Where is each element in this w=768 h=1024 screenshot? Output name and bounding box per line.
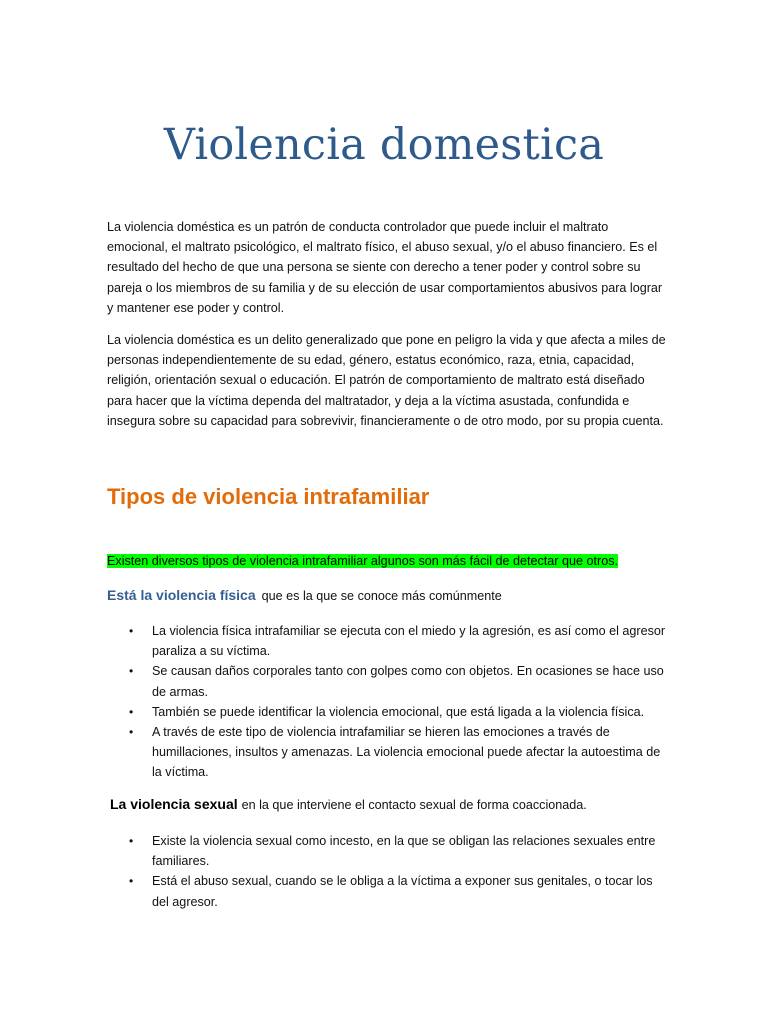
second-paragraph: La violencia doméstica es un delito generalizado que pone en peligro la vida y que afecta a miles de personas independientemente de su edad, género, estatus económico, raza, etnia, capacidad, religión, orientación sexual o educación. El patrón de comportamiento de maltrato está diseñado para hacer que la víctima dependa del maltratador, y deja a la víctima asustada, confundida e insegura sobre su capacidad para sobrevivir, financieramente o de otro modo, por su propia cuenta. — [107, 333, 666, 428]
list-item-text: También se puede identificar la violencia emocional, que está ligada a la violencia física. — [152, 704, 645, 719]
subsection-sexual-lead: La violencia sexual — [110, 796, 238, 812]
highlight-text: Existen diversos tipos de violencia intrafamiliar algunos son más fácil de detectar que otros. — [107, 554, 619, 568]
document-title: Violencia domestica — [163, 120, 605, 170]
list-item-text: Está el abuso sexual, cuando se le obliga a la víctima a exponer sus genitales, o tocar los del agresor. — [152, 874, 653, 909]
list-item — [125, 722, 670, 783]
subsection-fisica — [107, 587, 502, 603]
list-item-text: Existe la violencia sexual como incesto, en la que se obligan las relaciones sexuales entre familiares. — [152, 834, 656, 869]
list-item — [125, 621, 670, 661]
list-item — [125, 702, 670, 722]
list-item-text: A través de este tipo de violencia intrafamiliar se hieren las emociones a través de humillaciones, insultos y amenazas. La violencia emocional puede afectar la autoestima de la víctima. — [152, 725, 661, 780]
section-heading: Tipos de violencia intrafamiliar — [107, 484, 430, 509]
subsection-sexual-text: en la que interviene el contacto sexual de forma coaccionada. — [241, 798, 587, 812]
subsection-sexual — [110, 796, 587, 812]
intro-paragraph: La violencia doméstica es un patrón de conducta controlador que puede incluir el maltrato emocional, el maltrato psicológico, el maltrato físico, el abuso sexual, y/o el abuso financiero. Es el resultado del hecho de que una persona se siente con derecho a tener poder y control sobre su pareja o los miembros de su familia y de su elección de usar comportamientos abusivos para lograr y mantener ese poder y control. — [107, 220, 663, 315]
sexual-bullet-list — [125, 831, 670, 912]
subsection-fisica-lead: Está la violencia física — [107, 587, 256, 603]
bullet-icon: • — [129, 624, 134, 638]
list-item — [125, 831, 670, 871]
subsection-fisica-text: que es la que se conoce más comúnmente — [261, 589, 502, 603]
fisica-bullet-list — [125, 621, 670, 783]
bullet-icon: • — [129, 874, 134, 889]
list-item — [125, 871, 670, 911]
highlighted-sentence — [107, 553, 618, 570]
list-item — [125, 661, 670, 701]
list-item-text: La violencia física intrafamiliar se ejecuta con el miedo y la agresión, es así como el agresor paraliza a su víctima. — [152, 624, 666, 659]
list-item-text: Se causan daños corporales tanto con golpes como con objetos. En ocasiones se hace uso de armas. — [152, 664, 664, 699]
bullet-icon: • — [129, 834, 134, 848]
bullet-icon: • — [129, 725, 134, 740]
bullet-icon: • — [129, 664, 134, 679]
bullet-icon: • — [129, 704, 134, 719]
